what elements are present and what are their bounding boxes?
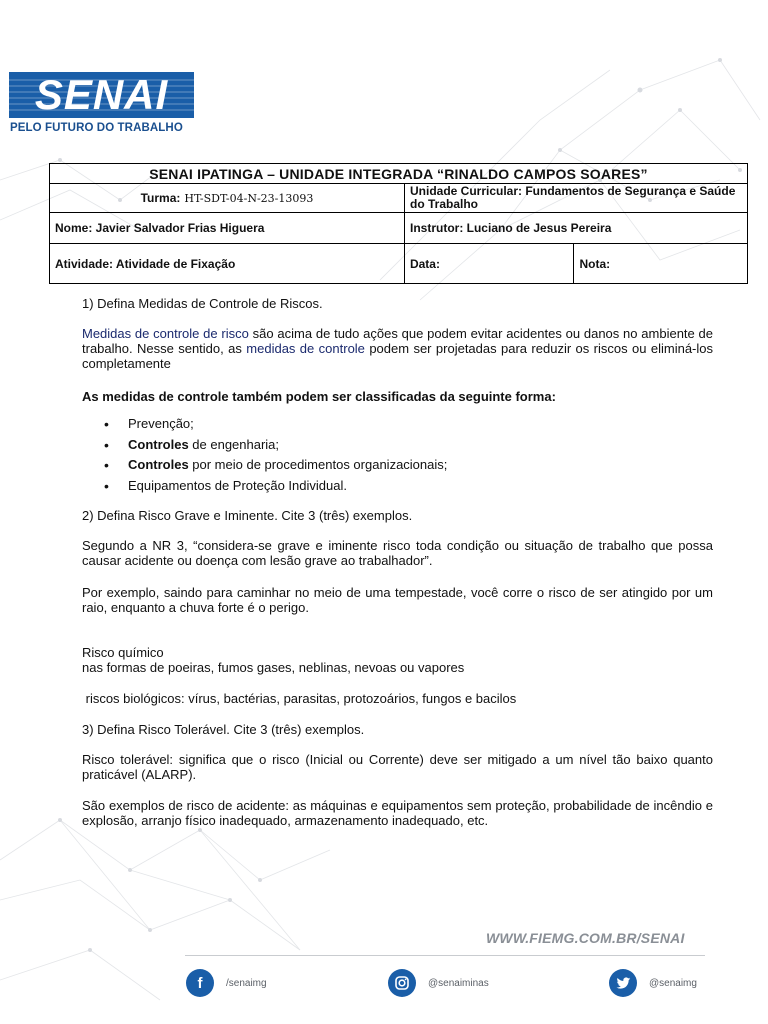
document-body bbox=[82, 296, 713, 828]
header-table bbox=[49, 163, 748, 284]
data-cell: Data: bbox=[405, 244, 575, 283]
list-item: • Prevenção; bbox=[104, 414, 713, 435]
footer-divider bbox=[185, 955, 705, 956]
nome-cell: Nome: Javier Salvador Frias Higuera bbox=[50, 213, 405, 243]
facebook-link[interactable] bbox=[186, 969, 267, 997]
question-2: 2) Defina Risco Grave e Iminente. Cite 3 (três) exemplos. bbox=[82, 508, 413, 523]
twitter-link[interactable] bbox=[609, 969, 697, 997]
document-title: SENAI IPATINGA – UNIDADE INTEGRADA “RINALDO CAMPOS SOARES” bbox=[149, 165, 648, 182]
answer-2-risco-quimico-detail: nas formas de poeiras, fumos gases, neblinas, nevoas ou vapores bbox=[82, 660, 465, 675]
answer-1-link-2: medidas de controle bbox=[246, 341, 365, 356]
answer-2-riscos-biologicos: riscos biológicos: vírus, bactérias, parasitas, protozoários, fungos e bacilos bbox=[82, 691, 517, 706]
footer-url[interactable]: WWW.FIEMG.COM.BR/SENAI bbox=[486, 930, 685, 946]
list-item: • Controles de engenharia; bbox=[104, 435, 713, 456]
facebook-icon: f bbox=[186, 969, 214, 997]
list-item: • Equipamentos de Proteção Individual. bbox=[104, 476, 713, 497]
twitter-icon bbox=[609, 969, 637, 997]
nota-cell: Nota: bbox=[579, 256, 611, 271]
list-item: • Controles por meio de procedimentos organizacionais; bbox=[104, 455, 713, 476]
answer-2-risco-quimico: Risco químico bbox=[82, 645, 164, 660]
question-1: 1) Defina Medidas de Controle de Riscos. bbox=[82, 296, 323, 311]
unidade-curricular-cell bbox=[405, 184, 747, 212]
instagram-link[interactable] bbox=[388, 969, 489, 997]
turma-cell bbox=[50, 184, 405, 212]
control-measures-list bbox=[104, 414, 713, 496]
answer-1-text-2: podem ser projetadas para reduzir os riscos ou eliminá-los completamente bbox=[82, 341, 713, 371]
instagram-icon bbox=[388, 969, 416, 997]
answer-1-text-1: são acima de tudo ações que podem evitar acidentes ou danos no ambiente de trabalho. Nesse sentido, as bbox=[82, 326, 714, 356]
answer-1-heading: As medidas de controle também podem ser classificadas da seguinte forma: bbox=[82, 389, 556, 404]
answer-2-paragraph-2: Por exemplo, saindo para caminhar no meio de uma tempestade, você corre o risco de ser atingido por um raio, enquanto a chuva forte é o perigo. bbox=[82, 585, 713, 615]
answer-3-paragraph-2: São exemplos de risco de acidente: as máquinas e equipamentos sem proteção, probabilidade de incêndio e explosão, arranjo físico inadequado, armazenamento inadequado, etc. bbox=[82, 798, 713, 828]
turma-value: HT-SDT-04-N-23-13093 bbox=[184, 191, 314, 205]
senai-logo-text: SENAI bbox=[34, 71, 169, 118]
answer-2-paragraph-1: Segundo a NR 3, “considera-se grave e iminente risco toda condição ou situação de trabalho que possa causar acidente ou doença com lesão grave ao trabalhador”. bbox=[82, 538, 713, 568]
instrutor-cell: Instrutor: Luciano de Jesus Pereira bbox=[409, 221, 612, 235]
logo-tagline: PELO FUTURO DO TRABALHO bbox=[10, 122, 183, 134]
answer-1-paragraph bbox=[82, 326, 713, 371]
atividade-cell: Atividade: Atividade de Fixação bbox=[50, 244, 405, 283]
unidade-curricular: Unidade Curricular: Fundamentos de Segurança e Saúde do Trabalho bbox=[409, 184, 736, 211]
turma-label: Turma: bbox=[140, 191, 181, 205]
instagram-label: @senaiminas bbox=[428, 977, 489, 989]
twitter-label: @senaimg bbox=[649, 977, 697, 989]
facebook-label: /senaimg bbox=[226, 977, 267, 989]
answer-3-paragraph-1: Risco tolerável: significa que o risco (Inicial ou Corrente) deve ser mitigado a um nível tão baixo quanto praticável (ALARP). bbox=[82, 752, 713, 782]
answer-1-link-1: Medidas de controle de risco bbox=[82, 326, 249, 341]
question-3: 3) Defina Risco Tolerável. Cite 3 (três) exemplos. bbox=[82, 722, 365, 737]
